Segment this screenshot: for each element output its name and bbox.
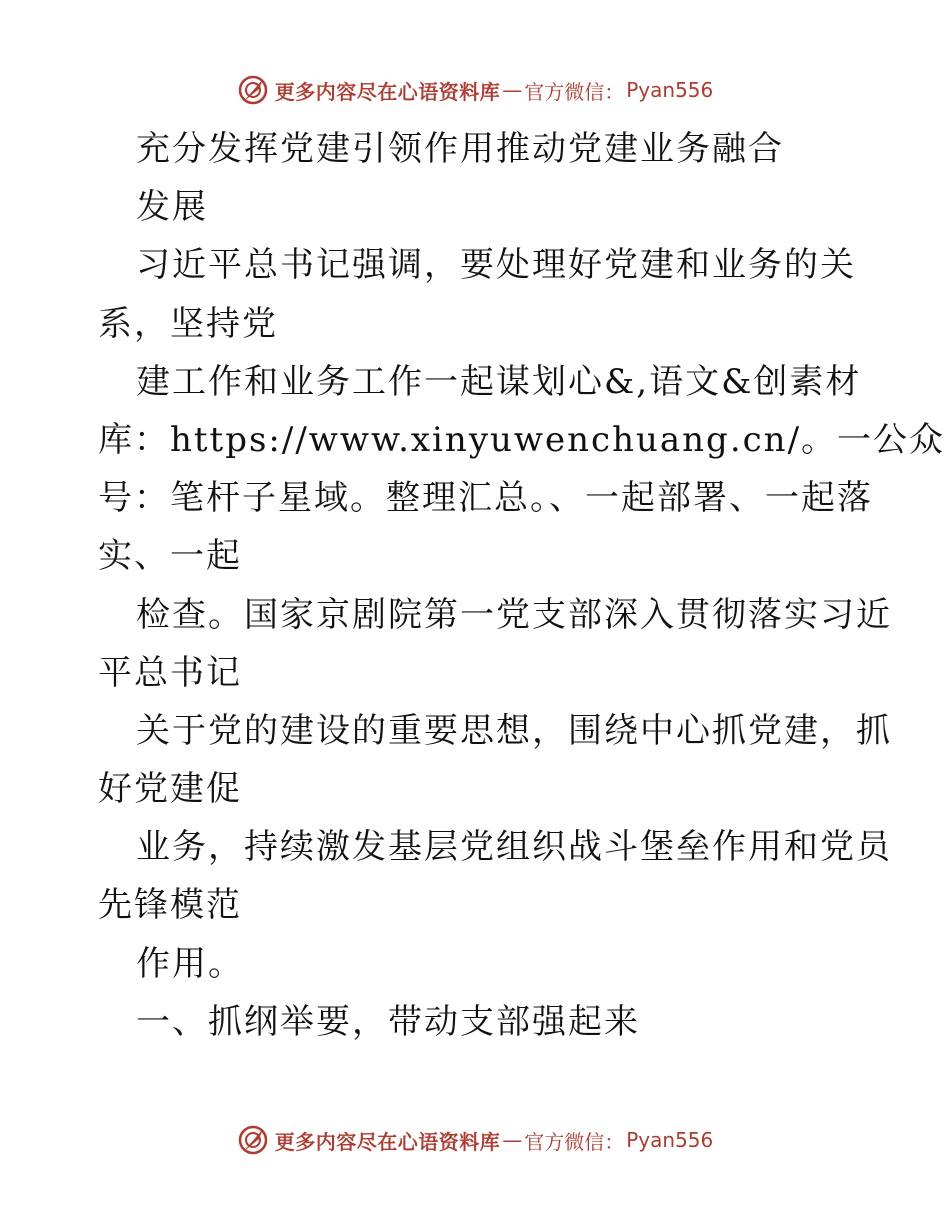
document-body bbox=[98, 120, 946, 1051]
paragraph-line: 习近平总书记强调，要处理好党建和业务的关 bbox=[136, 245, 856, 286]
paragraph-line: 作用。 bbox=[136, 943, 244, 984]
paragraph-line: 库：https://www.xinyuwenchuang.cn/。一公众 bbox=[98, 419, 946, 460]
banner-text: 更多内容尽在心语资料库 bbox=[274, 79, 501, 104]
quill-logo-icon bbox=[237, 74, 269, 106]
paragraph-line: 系，坚持党 bbox=[98, 303, 278, 344]
paragraph-line: 关于党的建设的重要思想，围绕中心抓党建，抓 bbox=[136, 710, 892, 751]
banner-dash: — bbox=[502, 78, 523, 102]
banner-dash: — bbox=[502, 1128, 523, 1152]
banner-wechat-id: Pyan556 bbox=[626, 1128, 714, 1152]
paragraph-line: 实、一起 bbox=[98, 536, 242, 577]
banner-wechat-id: Pyan556 bbox=[626, 78, 714, 102]
banner-wechat-label: 官方微信： bbox=[524, 1129, 625, 1154]
section-heading: 一、抓纲举要，带动支部强起来 bbox=[136, 1001, 640, 1042]
paragraph-line: 建工作和业务工作一起谋划心&,语文&创素材 bbox=[136, 361, 862, 402]
header-banner bbox=[0, 70, 950, 110]
title-line: 充分发挥党建引领作用推动党建业务融合 bbox=[136, 129, 784, 169]
title-line: 发展 bbox=[136, 187, 208, 228]
paragraph-line: 好党建促 bbox=[98, 769, 242, 810]
banner-text: 更多内容尽在心语资料库 bbox=[274, 1129, 501, 1154]
paragraph-line: 平总书记 bbox=[98, 652, 242, 693]
quill-logo-icon bbox=[237, 1124, 269, 1156]
paragraph-line: 先锋模范 bbox=[98, 885, 242, 926]
paragraph-line: 检查。国家京剧院第一党支部深入贯彻落实习近 bbox=[136, 594, 892, 635]
paragraph-line: 号：笔杆子星域。整理汇总。、一起部署、一起落 bbox=[98, 478, 873, 519]
banner-wechat-label: 官方微信： bbox=[524, 79, 625, 104]
paragraph-line: 业务，持续激发基层党组织战斗堡垒作用和党员 bbox=[136, 827, 892, 868]
footer-banner bbox=[0, 1120, 950, 1160]
